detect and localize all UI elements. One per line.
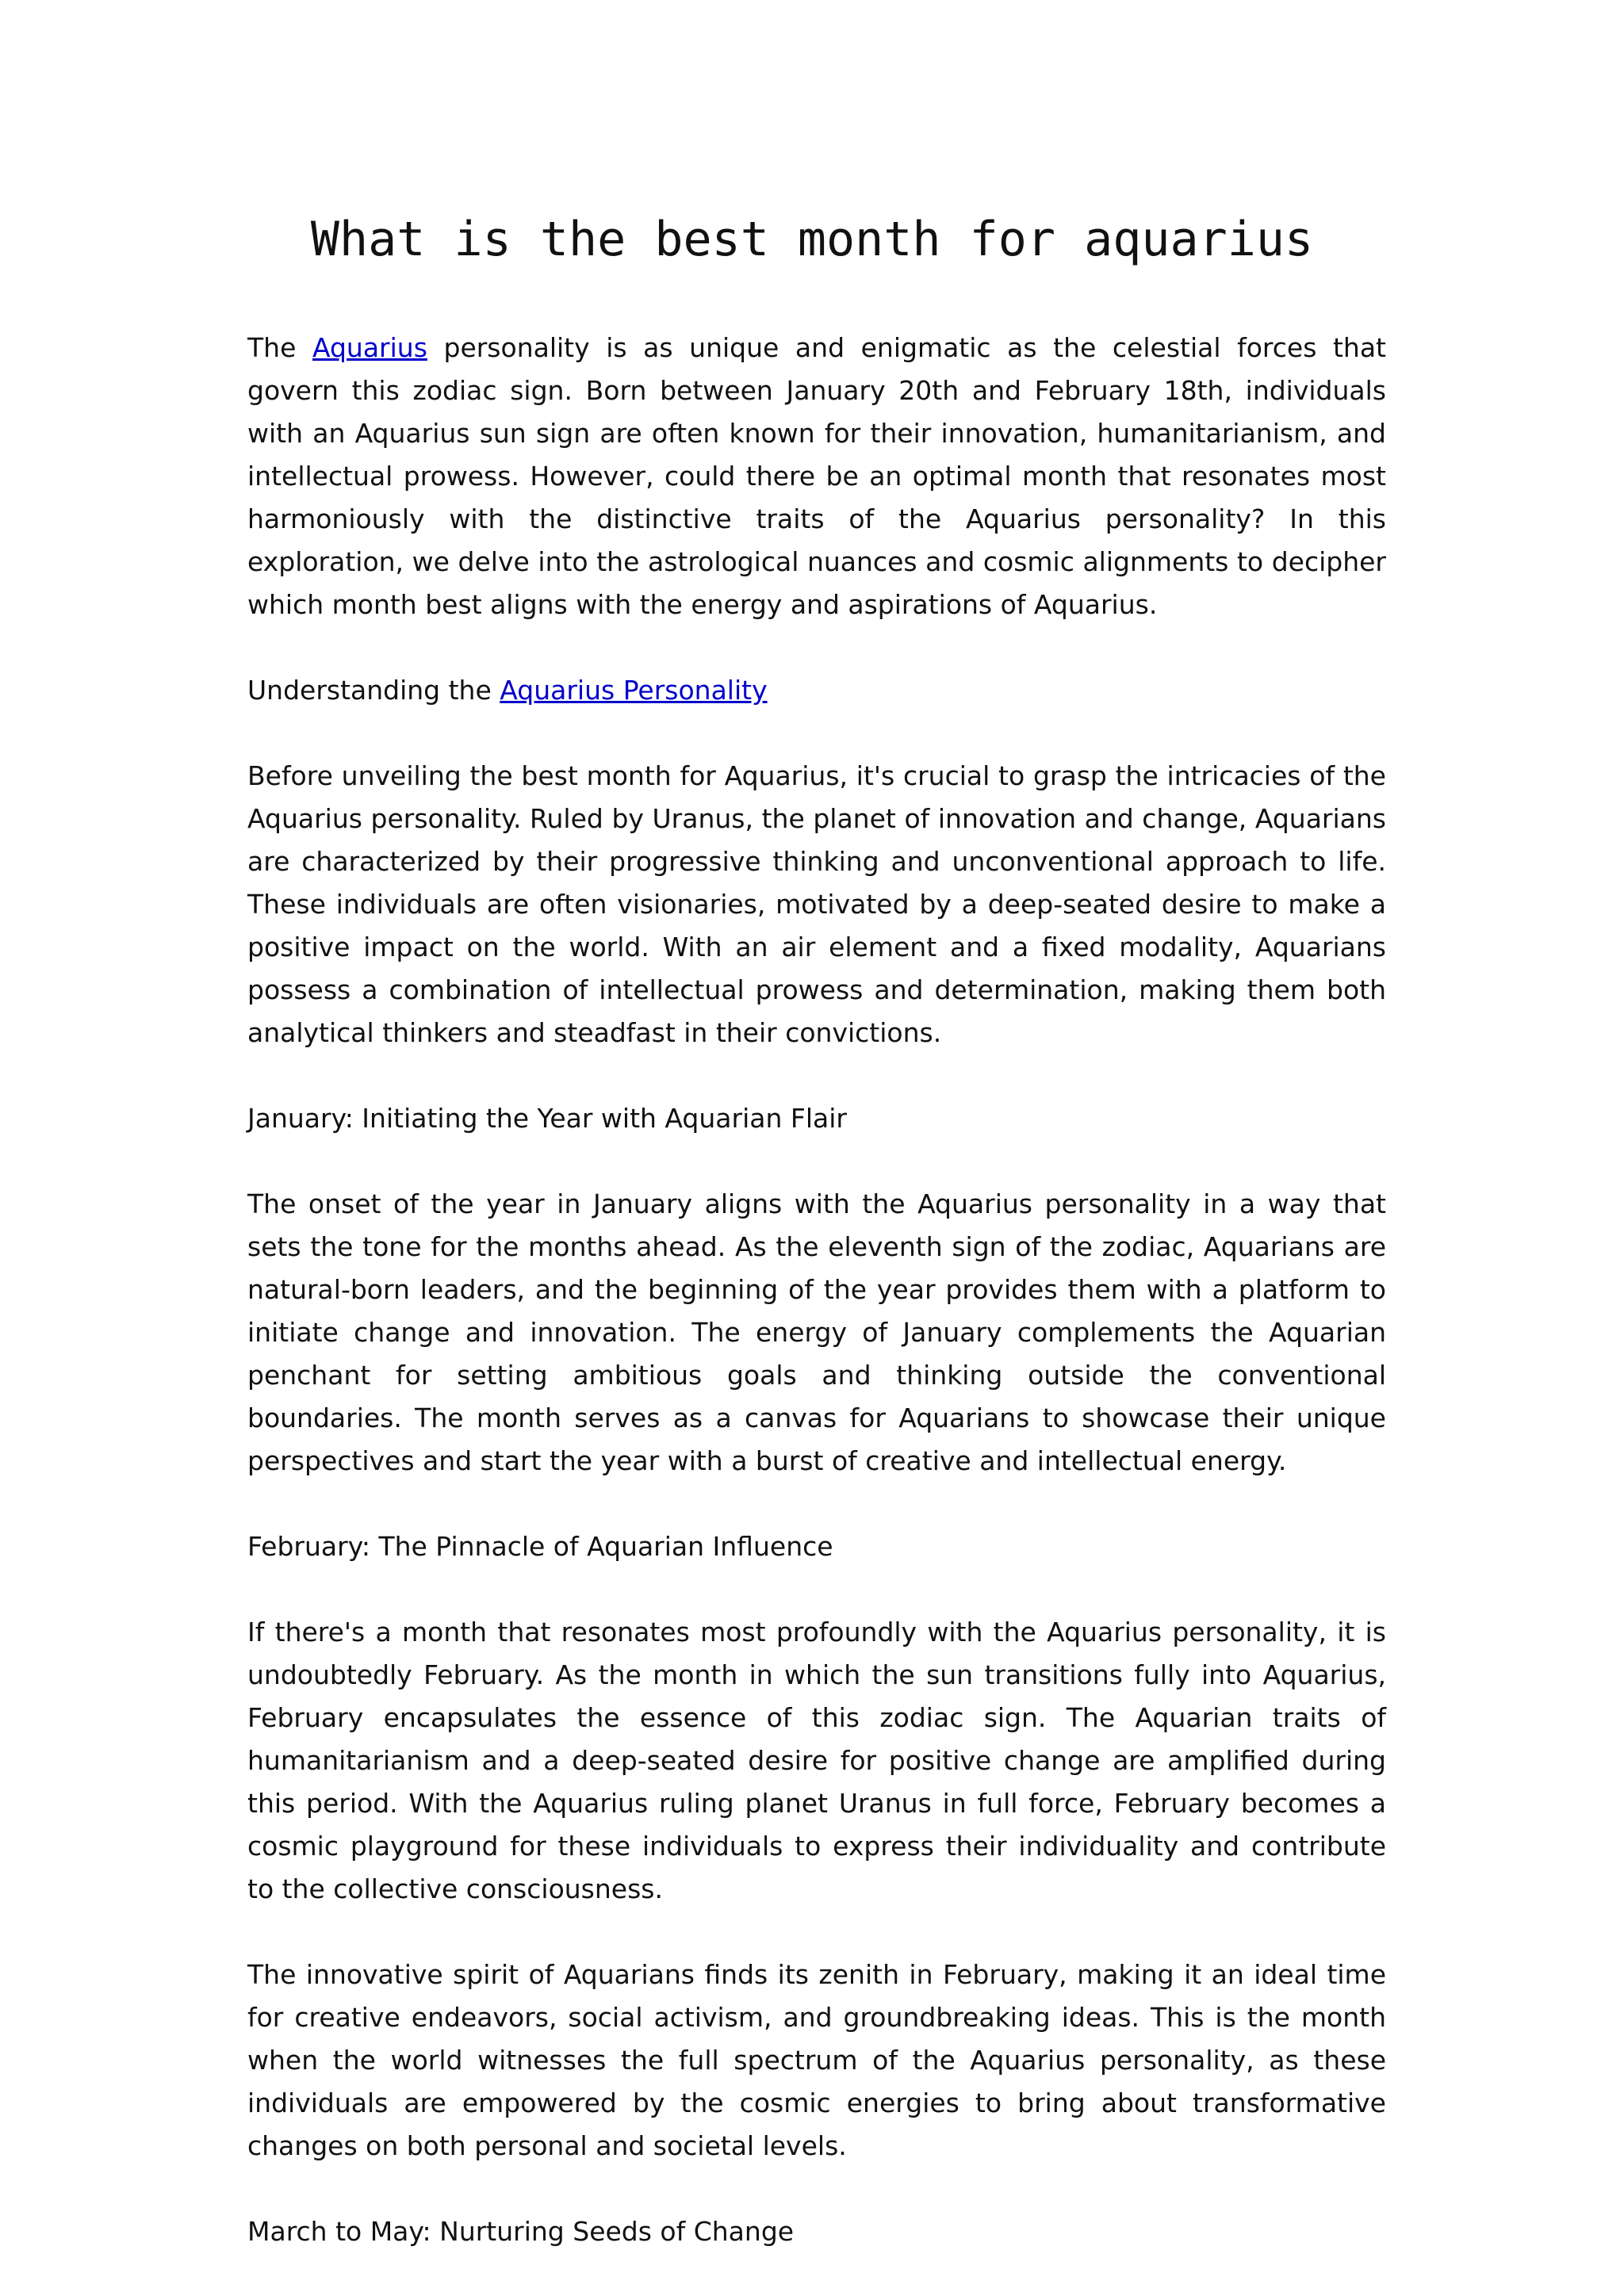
february-paragraph-1: If there's a month that resonates most profoundly with the Aquarius personality, it is undoubtedly February. As the month in which the sun transitions fully into Aquarius, February encapsulates the essence of this zodiac sign. The Aquarian traits of humanitarianism and a deep-seated desire for positive change are amplified during this period. With the Aquarius ruling planet Uranus in full force, February becomes a cosmic playground for these individuals to express their individuality and contribute to the collective consciousness. bbox=[247, 1617, 1386, 1904]
intro-paragraph bbox=[247, 327, 1386, 626]
aquarius-personality-link[interactable]: Aquarius Personality bbox=[500, 675, 768, 706]
february-paragraph-2: The innovative spirit of Aquarians finds its zenith in February, making it an ideal time for creative endeavors, social activism, and groundbreaking ideas. This is the month when the world witnesses the full spectrum of the Aquarius personality, as these individuals are empowered by the cosmic energies to bring about transformative changes on both personal and societal levels. bbox=[247, 1959, 1386, 2161]
understanding-paragraph: Before unveiling the best month for Aquarius, it's crucial to grasp the intricacies of the Aquarius personality. Ruled by Uranus, the planet of innovation and change, Aquarians are characterized by their progressive thinking and unconventional approach to life. These individuals are often visionaries, motivated by a deep-seated desire to make a positive impact on the world. With an air element and a fixed modality, Aquarians possess a combination of intellectual prowess and determination, making them both analytical thinkers and steadfast in their convictions. bbox=[247, 760, 1386, 1048]
intro-text-rest: personality is as unique and enigmatic as the celestial forces that govern this zodiac sign. Born between January 20th and February 18th, individuals with an Aquarius sun sign are often known for their innovation, humanitarianism, and intellectual prowess. However, could there be an optimal month that resonates most harmoniously with the distinctive traits of the Aquarius personality? In this exploration, we delve into the astrological nuances and cosmic alignments to decipher which month best aligns with the energy and aspirations of Aquarius. bbox=[247, 332, 1386, 620]
january-paragraph: The onset of the year in January aligns with the Aquarius personality in a way that sets the tone for the months ahead. As the eleventh sign of the zodiac, Aquarians are natural-born leaders, and the beginning of the year provides them with a platform to initiate change and innovation. The energy of January complements the Aquarian penchant for setting ambitious goals and thinking outside the conventional boundaries. The month serves as a canvas for Aquarians to showcase their unique perspectives and start the year with a burst of creative and intellectual energy. bbox=[247, 1188, 1386, 1476]
aquarius-link[interactable]: Aquarius bbox=[312, 332, 427, 363]
section-heading-february: February: The Pinnacle of Aquarian Influence bbox=[247, 1531, 833, 1562]
page-title: What is the best month for aquarius bbox=[310, 212, 1314, 267]
understanding-heading-text: Understanding the bbox=[247, 675, 500, 706]
section-heading-march-may: March to May: Nurturing Seeds of Change bbox=[247, 2216, 795, 2247]
section-heading-understanding bbox=[247, 669, 1386, 712]
intro-text-start: The bbox=[247, 332, 312, 363]
article-body bbox=[247, 327, 1386, 2296]
section-heading-january: January: Initiating the Year with Aquarian Flair bbox=[247, 1103, 847, 1134]
